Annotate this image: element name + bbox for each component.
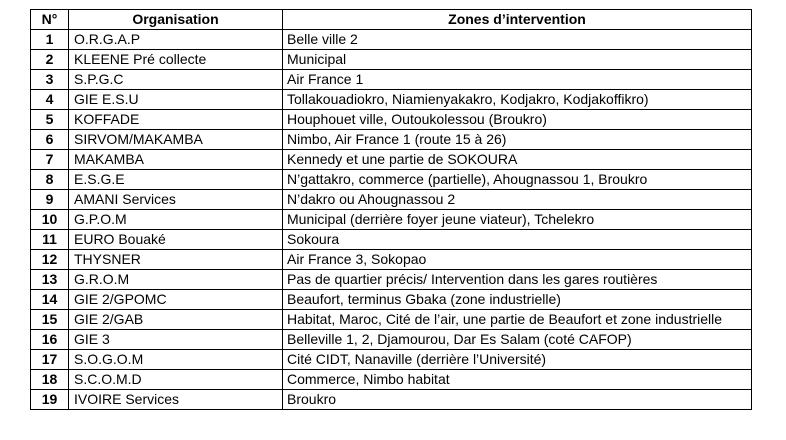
row-organisation: EURO Bouaké xyxy=(69,230,283,250)
table-row xyxy=(31,230,752,250)
header-zones: Zones d’intervention xyxy=(283,10,752,30)
row-organisation: IVOIRE Services xyxy=(69,390,283,410)
row-zones: Beaufort, terminus Gbaka (zone industrielle) xyxy=(283,290,752,310)
row-number: 12 xyxy=(31,250,69,270)
row-zones: Sokoura xyxy=(283,230,752,250)
header-row xyxy=(31,10,752,30)
row-number: 3 xyxy=(31,70,69,90)
row-number: 2 xyxy=(31,50,69,70)
row-organisation: G.P.O.M xyxy=(69,210,283,230)
row-number: 11 xyxy=(31,230,69,250)
row-organisation: KLEENE Pré collecte xyxy=(69,50,283,70)
row-zones: Belle ville 2 xyxy=(283,30,752,50)
table-row xyxy=(31,270,752,290)
table-row xyxy=(31,210,752,230)
row-zones: Tollakouadiokro, Niamienyakakro, Kodjakro, Kodjakoffikro) xyxy=(283,90,752,110)
row-zones: Municipal (derrière foyer jeune viateur), Tchelekro xyxy=(283,210,752,230)
row-organisation: S.P.G.C xyxy=(69,70,283,90)
row-zones: Broukro xyxy=(283,390,752,410)
header-number: N° xyxy=(31,10,69,30)
row-zones: Pas de quartier précis/ Intervention dans les gares routières xyxy=(283,270,752,290)
row-number: 19 xyxy=(31,390,69,410)
row-number: 16 xyxy=(31,330,69,350)
row-number: 13 xyxy=(31,270,69,290)
row-organisation: GIE 3 xyxy=(69,330,283,350)
table-row xyxy=(31,350,752,370)
row-number: 14 xyxy=(31,290,69,310)
row-organisation: GIE 2/GPOMC xyxy=(69,290,283,310)
row-number: 10 xyxy=(31,210,69,230)
row-number: 18 xyxy=(31,370,69,390)
table-container xyxy=(30,9,752,410)
row-number: 8 xyxy=(31,170,69,190)
row-organisation: G.R.O.M xyxy=(69,270,283,290)
table-row xyxy=(31,130,752,150)
table-row xyxy=(31,310,752,330)
row-zones: Municipal xyxy=(283,50,752,70)
row-organisation: GIE 2/GAB xyxy=(69,310,283,330)
row-number: 4 xyxy=(31,90,69,110)
row-organisation: AMANI Services xyxy=(69,190,283,210)
header-organisation: Organisation xyxy=(69,10,283,30)
row-organisation: GIE E.S.U xyxy=(69,90,283,110)
row-zones: Nimbo, Air France 1 (route 15 à 26) xyxy=(283,130,752,150)
row-organisation: MAKAMBA xyxy=(69,150,283,170)
table-row xyxy=(31,110,752,130)
row-zones: Kennedy et une partie de SOKOURA xyxy=(283,150,752,170)
row-zones: Commerce, Nimbo habitat xyxy=(283,370,752,390)
row-organisation: THYSNER xyxy=(69,250,283,270)
row-organisation: KOFFADE xyxy=(69,110,283,130)
organisations-table xyxy=(30,9,752,410)
table-row xyxy=(31,250,752,270)
table-row xyxy=(31,70,752,90)
row-zones: Houphouet ville, Outoukolessou (Broukro) xyxy=(283,110,752,130)
row-number: 6 xyxy=(31,130,69,150)
table-row xyxy=(31,30,752,50)
row-number: 1 xyxy=(31,30,69,50)
row-organisation: SIRVOM/MAKAMBA xyxy=(69,130,283,150)
row-zones: Air France 3, Sokopao xyxy=(283,250,752,270)
row-zones: Habitat, Maroc, Cité de l’air, une partie de Beaufort et zone industrielle xyxy=(283,310,752,330)
row-zones: Cité CIDT, Nanaville (derrière l’Université) xyxy=(283,350,752,370)
row-organisation: S.C.O.M.D xyxy=(69,370,283,390)
row-number: 17 xyxy=(31,350,69,370)
row-zones: N’gattakro, commerce (partielle), Ahougnassou 1, Broukro xyxy=(283,170,752,190)
row-zones: Air France 1 xyxy=(283,70,752,90)
table-row xyxy=(31,190,752,210)
row-number: 5 xyxy=(31,110,69,130)
row-number: 9 xyxy=(31,190,69,210)
table-row xyxy=(31,330,752,350)
table-row xyxy=(31,90,752,110)
table-row xyxy=(31,390,752,410)
table-row xyxy=(31,290,752,310)
table-row xyxy=(31,50,752,70)
table-row xyxy=(31,370,752,390)
row-organisation: S.O.G.O.M xyxy=(69,350,283,370)
row-number: 15 xyxy=(31,310,69,330)
table-body xyxy=(31,30,752,410)
row-organisation: E.S.G.E xyxy=(69,170,283,190)
row-zones: N’dakro ou Ahougnassou 2 xyxy=(283,190,752,210)
table-row xyxy=(31,150,752,170)
row-organisation: O.R.G.A.P xyxy=(69,30,283,50)
row-number: 7 xyxy=(31,150,69,170)
row-zones: Belleville 1, 2, Djamourou, Dar Es Salam (coté CAFOP) xyxy=(283,330,752,350)
table-row xyxy=(31,170,752,190)
